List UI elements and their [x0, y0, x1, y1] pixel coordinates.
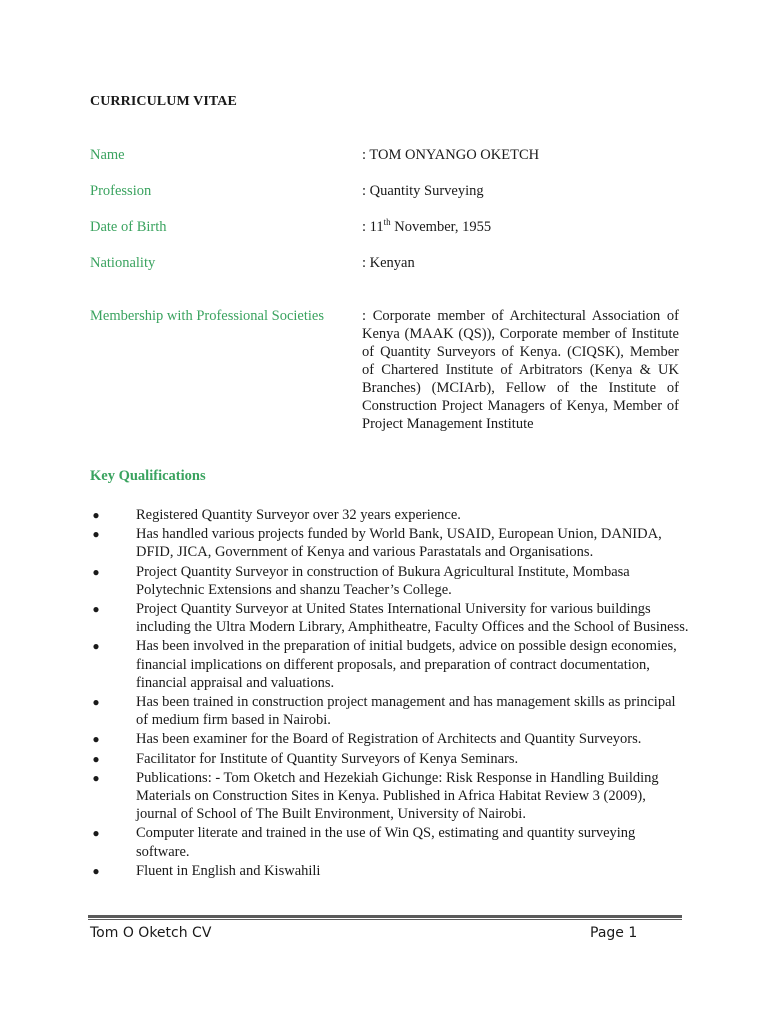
footer-page-number: Page 1 — [590, 925, 638, 941]
qualification-text: Registered Quantity Surveyor over 32 years experience. — [136, 507, 461, 523]
bullet-icon: ● — [92, 564, 100, 579]
qualification-text: Project Quantity Surveyor in construction of Bukura Agricultural Institute, Mombasa Polytechnic Extensions and shanzu Teacher’s College. — [136, 563, 630, 598]
footer-rule-thick — [88, 915, 682, 918]
field-value-date-of-birth — [362, 219, 491, 236]
footer-rule-thin — [88, 919, 682, 920]
field-label-date-of-birth: Date of Birth — [90, 219, 167, 235]
qualification-item — [90, 506, 690, 524]
bullet-icon: ● — [92, 770, 100, 785]
field-label-name: Name — [90, 147, 125, 163]
qualification-text: Publications: - Tom Oketch and Hezekiah Gichunge: Risk Response in Handling Building Materials on Construction Sites in Kenya. Published in Africa Habitat Review 3 (2009), journal of School of The Built Environment, University of Nairobi. — [136, 769, 659, 823]
qualification-text: Has been trained in construction project management and has management skills as principal of medium firm based in Nairobi. — [136, 694, 676, 729]
bullet-icon: ● — [92, 602, 100, 617]
qualification-item — [90, 525, 690, 561]
bullet-icon: ● — [92, 695, 100, 710]
document-title: CURRICULUM VITAE — [90, 94, 237, 109]
qualification-text: Facilitator for Institute of Quantity Surveyors of Kenya Seminars. — [136, 750, 519, 767]
dob-ordinal: th — [383, 217, 391, 227]
bullet-icon: ● — [92, 826, 100, 841]
qualification-item — [90, 824, 690, 860]
qualification-item — [90, 730, 690, 748]
qualification-text: Has been examiner for the Board of Registration of Architects and Quantity Surveyors. — [136, 731, 642, 748]
qualification-text: Has handled various projects funded by World Bank, USAID, European Union, DANIDA, DFID, JICA, Government of Kenya and various Parastatals and Organisations. — [136, 526, 662, 561]
qualification-item — [90, 637, 690, 692]
bullet-icon: ● — [92, 508, 100, 522]
field-label-profession: Profession — [90, 183, 152, 199]
qualification-item — [90, 563, 690, 599]
dob-day: : 11 — [362, 219, 384, 235]
field-value-membership: : Corporate member of Architectural Association of Kenya (MAAK (QS)), Corporate member of Institute of Quantity Surveyors of Kenya. (CIQSK), Member of Chartered Institute of Arbitrators (Kenya & UK Branches) (MCIArb), Fellow of the Institute of Construction Project Managers of Kenya, Member of Project Management Institute — [362, 308, 679, 432]
field-value-nationality: : Kenyan — [362, 255, 415, 271]
qualification-item — [90, 750, 690, 768]
footer-doc-name: Tom O Oketch CV — [90, 925, 212, 941]
qualification-text: Computer literate and trained in the use of Win QS, estimating and quantity surveying software. — [136, 825, 636, 860]
bullet-icon: ● — [92, 639, 100, 654]
field-label-membership: Membership with Professional Societies — [90, 308, 324, 324]
field-value-profession: : Quantity Surveying — [362, 183, 484, 199]
qualification-item — [90, 862, 690, 880]
qualification-text: Fluent in English and Kiswahili — [136, 862, 321, 879]
qualification-item — [90, 769, 690, 824]
field-value-name: : TOM ONYANGO OKETCH — [362, 147, 540, 163]
qualifications-list — [90, 506, 690, 881]
qualification-item — [90, 600, 690, 636]
qualification-text: Has been involved in the preparation of initial budgets, advice on possible design economies, financial implications on different proposals, and preparation of contract documentation, financial appraisal and valuations. — [136, 638, 677, 691]
qualification-item — [90, 693, 690, 729]
dob-month-year: November, 1955 — [390, 219, 492, 235]
bullet-icon: ● — [92, 527, 100, 542]
qualification-text: Project Quantity Surveyor at United States International University for various buildings including the Ultra Modern Library, Amphitheatre, Faculty Offices and the School of Business. — [136, 601, 689, 636]
bullet-icon: ● — [92, 751, 100, 766]
field-label-nationality: Nationality — [90, 255, 156, 271]
bullet-icon: ● — [92, 732, 100, 747]
bullet-icon: ● — [92, 863, 100, 878]
key-qualifications-heading: Key Qualifications — [90, 468, 206, 484]
